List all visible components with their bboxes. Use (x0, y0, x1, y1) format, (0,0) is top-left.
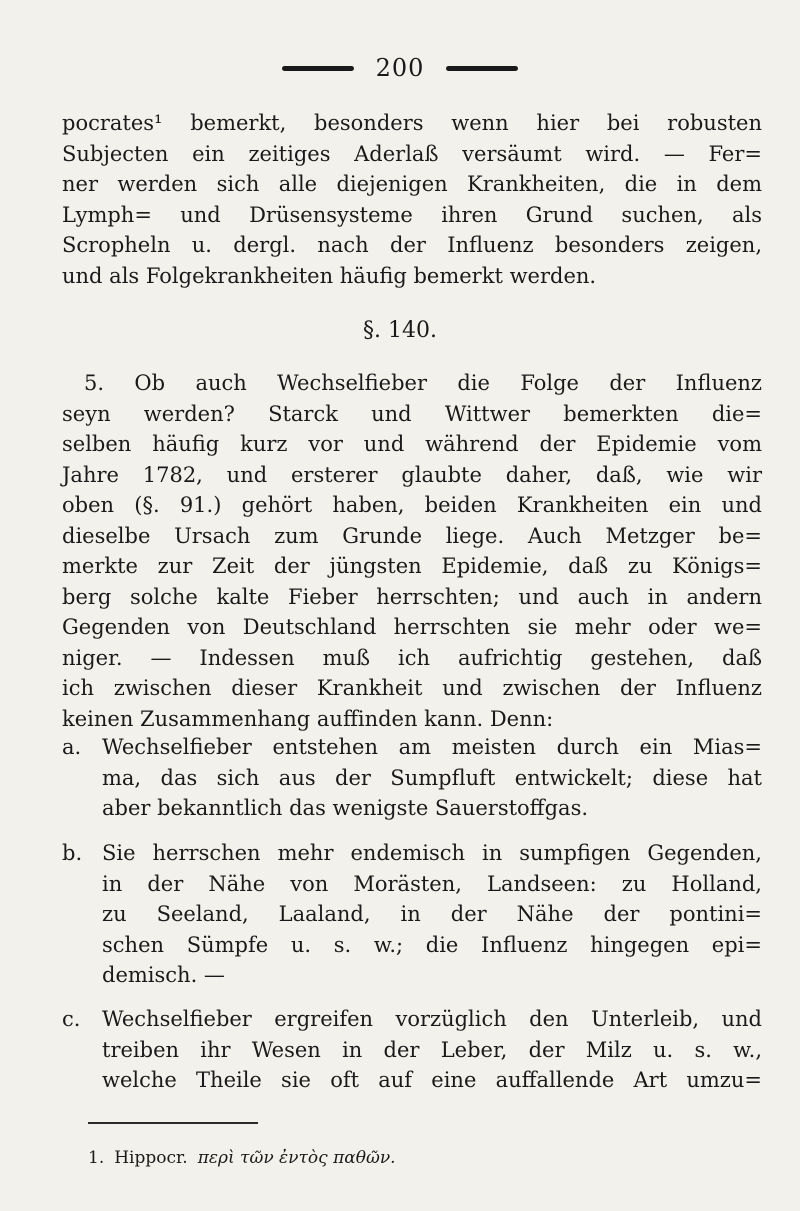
list-item-label: c. (62, 1007, 81, 1031)
text-line: ich zwischen dieser Krankheit und zwischen der Influenz (62, 676, 762, 700)
paragraph-1 (62, 108, 762, 291)
text-line: Scropheln u. dergl. nach der Influenz besonders zeigen, (62, 233, 762, 257)
text-line: niger. — Indessen muß ich aufrichtig gestehen, daß (62, 645, 762, 670)
list-item-b (62, 838, 762, 991)
text-line: zu Seeland, Laaland, in der Nähe der pontini= (102, 902, 762, 926)
text-line: ma, das sich aus der Sumpfluft entwickelt; diese hat (102, 765, 762, 790)
text-line: demisch. — (102, 963, 225, 987)
text-line: Lymph= und Drüsensysteme ihren Grund suchen, als (62, 202, 762, 227)
text-line: treiben ihr Wesen in der Leber, der Milz u. s. w., (102, 1037, 762, 1062)
footnote-marker: 1. (88, 1148, 105, 1168)
section-heading: §. 140. (363, 318, 437, 343)
text-line: in der Nähe von Morästen, Landseen: zu Holland, (102, 871, 762, 896)
text-line: Subjecten ein zeitiges Aderlaß versäumt wird. — Fer= (62, 141, 762, 166)
footnote-greek-title: περὶ τῶν ἐντὸς παθῶν. (197, 1148, 396, 1168)
text-line: Wechselfieber entstehen am meisten durch ein Mias= (102, 735, 762, 759)
text-line: ner werden sich alle diejenigen Krankheiten, die in dem (62, 172, 762, 196)
text-line: Gegenden von Deutschland herrschten sie mehr oder we= (62, 615, 762, 639)
header-rule-left (282, 66, 354, 71)
text-line: 5. Ob auch Wechselfieber die Folge der Influenz (84, 371, 762, 395)
text-line: merkte zur Zeit der jüngsten Epidemie, daß zu Königs= (62, 554, 762, 578)
list-item-a (62, 732, 762, 824)
list-item-c (62, 1004, 762, 1096)
header-rule-right (446, 66, 518, 71)
text-line: berg solche kalte Fieber herrschten; und auch in andern (62, 584, 762, 609)
text-line: aber bekanntlich das wenigste Sauerstoffgas. (102, 796, 589, 820)
text-line: welche Theile sie oft auf eine auffallende Art umzu= (102, 1068, 762, 1092)
page-number: 200 (375, 54, 425, 82)
footnote-text: Hippocr. (114, 1148, 188, 1168)
text-line: Sie herrschen mehr endemisch in sumpfigen Gegenden, (102, 841, 762, 865)
footnote-divider (88, 1122, 258, 1124)
text-line: dieselbe Ursach zum Grunde liege. Auch Metzger be= (62, 523, 762, 548)
text-line: seyn werden? Starck und Wittwer bemerkten die= (62, 401, 762, 426)
text-line: oben (§. 91.) gehört haben, beiden Krankheiten ein und (62, 493, 762, 517)
page-header (0, 54, 800, 82)
footnote (88, 1148, 396, 1168)
text-line: und als Folgekrankheiten häufig bemerkt werden. (62, 263, 597, 288)
paragraph-2 (62, 368, 762, 734)
text-line: pocrates¹ bemerkt, besonders wenn hier bei robusten (62, 111, 762, 135)
text-line: selben häufig kurz vor und während der Epidemie vom (62, 432, 762, 456)
text-line: Jahre 1782, und ersterer glaubte daher, daß, wie wir (62, 462, 762, 487)
text-line: keinen Zusammenhang auffinden kann. Denn: (62, 706, 554, 731)
text-line: schen Sümpfe u. s. w.; die Influenz hingegen epi= (102, 932, 762, 957)
list-item-label: a. (62, 735, 82, 759)
text-line: Wechselfieber ergreifen vorzüglich den Unterleib, und (102, 1007, 762, 1031)
list-item-label: b. (62, 841, 83, 865)
